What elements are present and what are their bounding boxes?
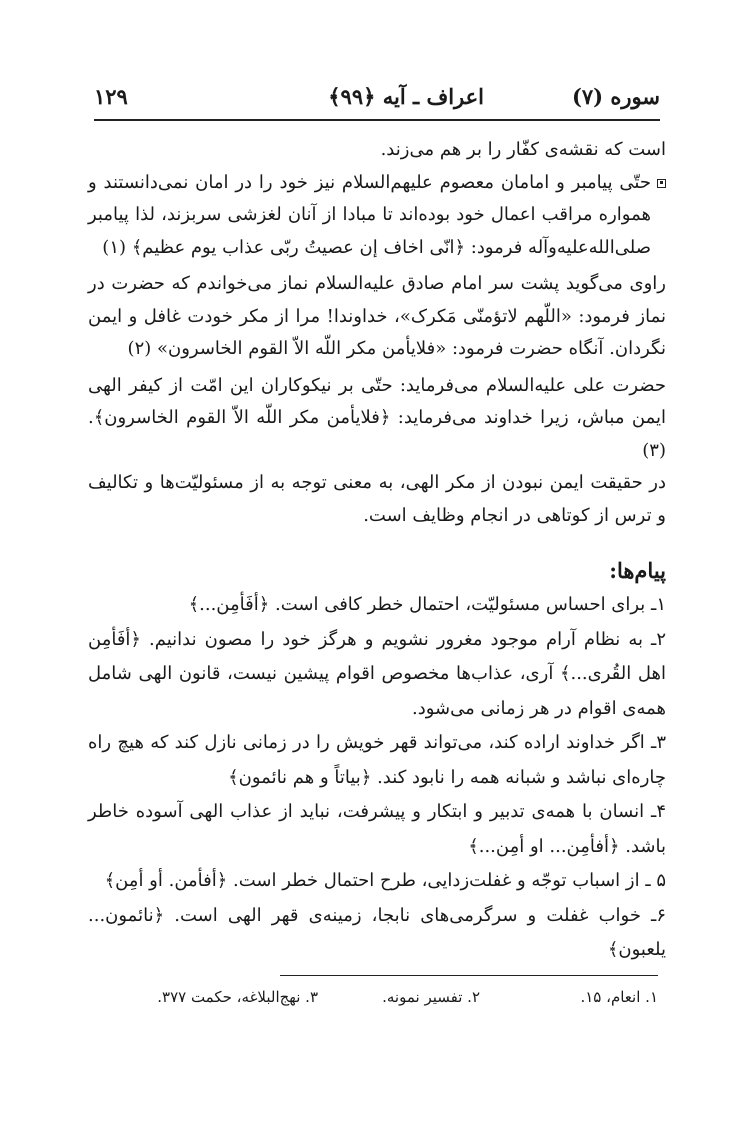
prophets-paragraph: حتّی پیامبر و امامان معصوم علیهم‌السلام نیز خود را در امان نمی‌دانستند و همواره مراقب اعمال خود بوده‌اند تا مبادا از آنان لغزشی سربزند، لذا پیامبر صلی‌الله‌علیه‌وآله فرمود: ﴿انّی اخاف إن عصیتُ ربّی عذاب یوم عظیم﴾ (۱)	[88, 171, 651, 258]
main-text	[88, 134, 666, 968]
square-bullet-icon	[657, 179, 666, 188]
message-item-1: ۱ـ برای احساس مسئولیّت، احتمال خطر کافی است. ﴿أفَأمِن...﴾	[188, 594, 666, 615]
verse-reference: اعراف ـ آیه ﴿۹۹﴾	[328, 84, 484, 109]
footnote-3: ۳. نهج‌البلاغه، حکمت ۳۷۷.	[157, 988, 318, 1006]
page-number: ۱۲۹	[94, 84, 128, 109]
bullet-note	[88, 167, 666, 265]
message-item-3: ۳ـ اگر خداوند اراده کند، می‌تواند قهر خویش را در زمانی نازل کند که هیچ راه چاره‌ای نباشد و شبانه همه را نابود کند. ﴿بیاتاً و هم نائمون﴾	[88, 732, 666, 788]
surah-title: سوره (۷)	[571, 84, 660, 109]
messages-list	[88, 588, 666, 968]
footnotes	[88, 988, 666, 1014]
narrator-paragraph: راوی می‌گوید پشت سر امام صادق علیه‌السلام نماز می‌خواندم که حضرت در نماز فرمود: «اللّهم لاتؤمنّی مَکرک»، خداوندا! مرا از مکر خودت غافل و ایمن نگردان. آنگاه حضرت فرمود: «فلایأمن مکر اللّه الاّ القوم الخاسرون» (۲)	[88, 273, 666, 359]
footnote-1: ۱. انعام، ۱۵.	[580, 988, 658, 1006]
message-item-6: ۶ـ خواب غفلت و سرگرمی‌های نابجا، زمینه‌ی قهر الهی است. ﴿نائمون... یلعبون﴾	[88, 904, 666, 960]
intro-paragraph: است که نقشه‌ی کفّار را بر هم می‌زند.	[380, 139, 666, 160]
messages-heading: پیام‌ها:	[609, 558, 666, 583]
message-item-2: ۲ـ به نظام آرام موجود مغرور نشویم و هرگز خود را مصون ندانیم. ﴿أفَأمِن اهل القُری...﴾ آری، عذاب‌ها مخصوص اقوام پیشین نیست، قانون الهی شامل همه‌ی اقوام در هر زمانی می‌شود.	[88, 628, 666, 719]
footnote-2: ۲. تفسیر نمونه.	[382, 988, 480, 1006]
header-divider	[94, 119, 660, 121]
footnote-divider	[280, 975, 658, 976]
running-header	[94, 84, 660, 118]
message-item-4: ۴ـ انسان با همه‌ی تدبیر و ابتکار و پیشرفت، نباید از عذاب الهی آسوده خاطر باشد. ﴿أفأمِن... او أمِن...﴾	[88, 801, 666, 857]
message-item-5: ۵ ـ از اسباب توجّه و غفلت‌زدایی، طرح احتمال خطر است. ﴿أفأمن. أو أمِن﴾	[104, 870, 666, 891]
ali-paragraph: حضرت علی علیه‌السلام می‌فرماید: حتّی بر نیکوکاران این امّت از کیفر الهی ایمن مباش، زیرا خداوند می‌فرماید: ﴿فلایأمن مکر اللّه الاّ القوم الخاسرون﴾. (۳)	[88, 374, 666, 461]
truth-paragraph: در حقیقت ایمن نبودن از مکر الهی، به معنی توجه به از مسئولیّت‌ها و تکالیف و ترس از کوتاهی در انجام وظایف است.	[88, 472, 666, 526]
